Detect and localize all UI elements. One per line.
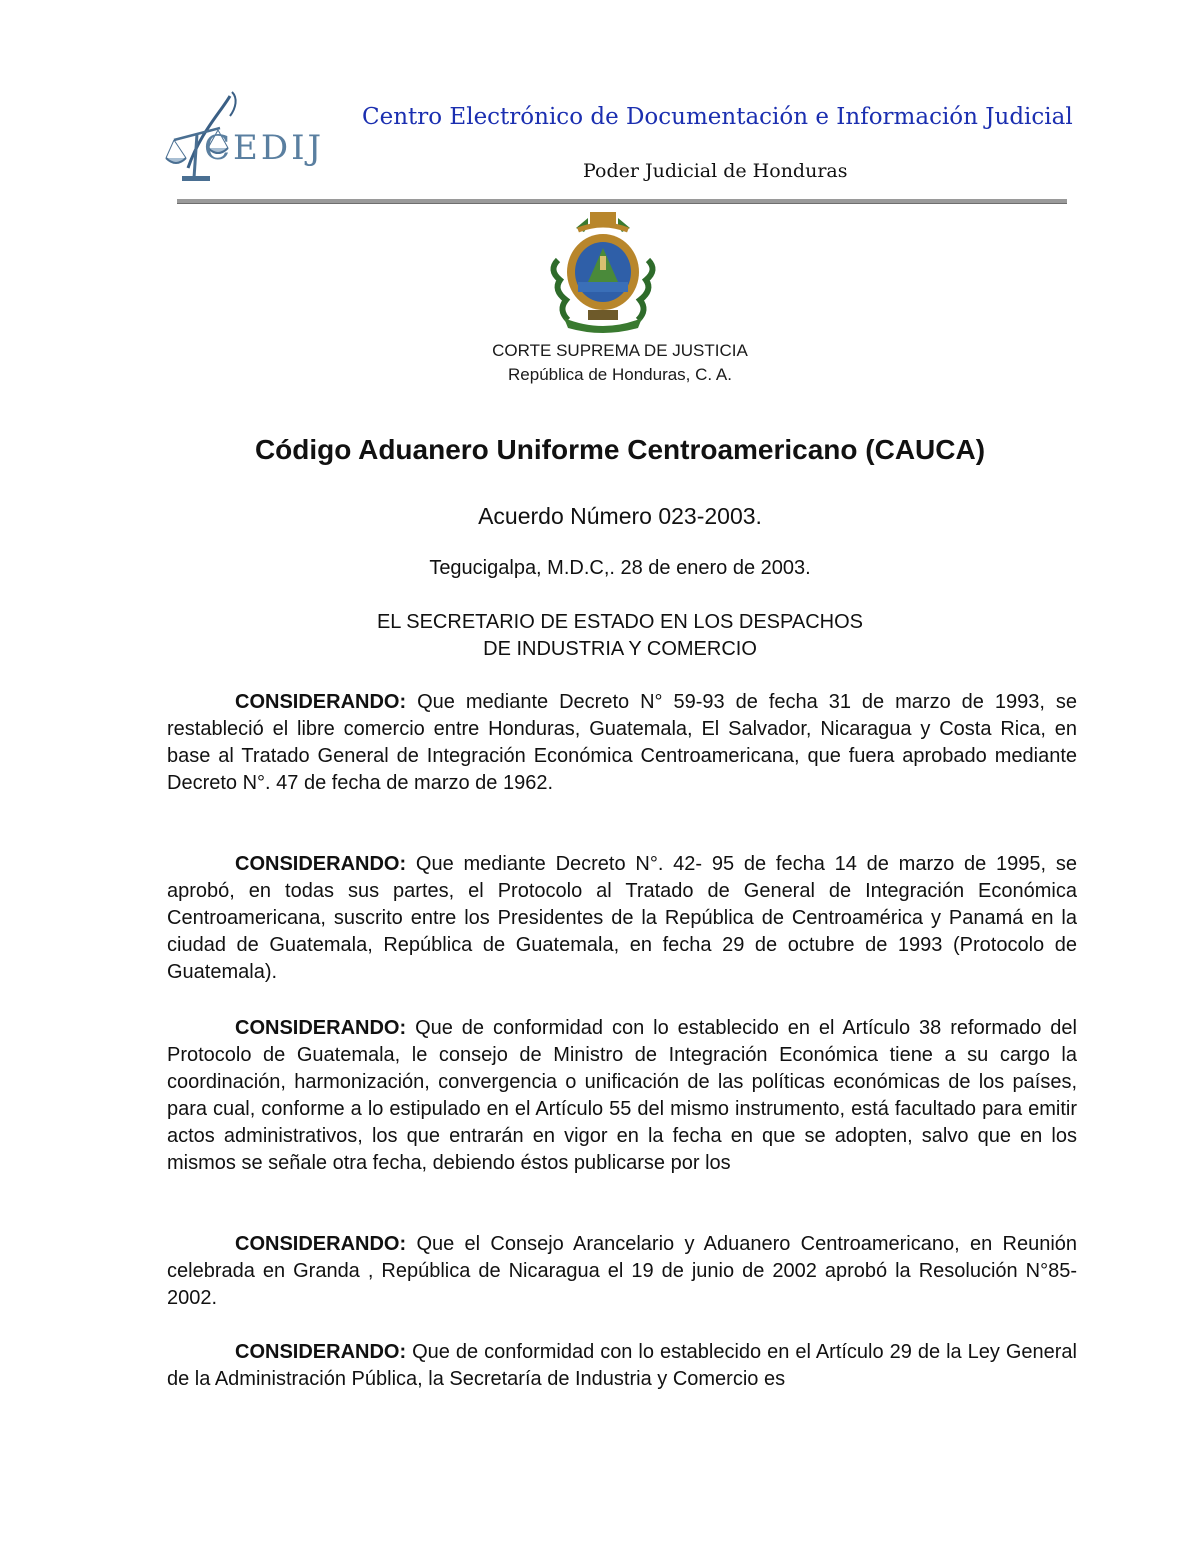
issuing-authority [0,609,1200,663]
considerando-paragraph [167,689,1077,797]
coat-of-arms-icon [548,210,658,335]
paragraph-text: Que el Consejo Arancelario y Aduanero Centroamericano, en Reunión celebrada en Granda , República de Nicaragua el 19 de junio de 2002 aprobó la Resolución N°85-2002. [167,1233,1078,1309]
court-country: República de Honduras, C. A. [508,365,732,384]
paragraph-keyword: CONSIDERANDO: [235,1233,407,1255]
court-name: CORTE SUPREMA DE JUSTICIA [492,341,748,360]
judicial-branch-name: Poder Judicial de Honduras [583,160,848,182]
issuer-line-2: DE INDUSTRIA Y COMERCIO [483,638,757,660]
header-divider [177,199,1067,204]
paragraph-text: Que de conformidad con lo establecido en el Artículo 38 reformado del Protocolo de Guatemala, le consejo de Ministro de Integración Económica tiene a su cargo la coordinación, harmonización, convergencia o unificación de las políticas económicas de los países, para cual, conforme a lo estipulado en el Artículo 55 del mismo instrumento, está facultado para emitir actos administrativos, los que entrarán en vigor en la fecha en que se adopten, salvo que en los mismos se señale otra fecha, debiendo éstos publicarse por los [167,1017,1077,1174]
paragraph-keyword: CONSIDERANDO: [235,1341,407,1363]
paragraph-text: Que mediante Decreto N°. 42- 95 de fecha 14 de marzo de 1995, se aprobó, en todas sus partes, el Protocolo al Tratado de General de Integración Económica Centroamericana, suscrito entre los Presidentes de la República de Centroamérica y Panamá en la ciudad de Guatemala, República de Guatemala, en fecha 29 de octubre de 1993 (Protocolo de Guatemala). [167,853,1077,983]
paragraph-text: Que mediante Decreto N° 59-93 de fecha 31 de marzo de 1993, se restableció el libre comercio entre Honduras, Guatemala, El Salvador, Nicaragua y Costa Rica, en base al Tratado General de Integración Económica Centroamericana, que fuera aprobado mediante Decreto N°. 47 de fecha de marzo de 1962. [167,691,1077,794]
paragraph-keyword: CONSIDERANDO: [235,1017,407,1039]
considerando-paragraph [167,1339,1077,1393]
issuer-line-1: EL SECRETARIO DE ESTADO EN LOS DESPACHOS [376,611,864,633]
paragraph-keyword: CONSIDERANDO: [235,691,407,713]
logo-text: CEDIJ [204,128,325,168]
considerando-paragraph [167,1231,1077,1312]
coat-of-arms [548,210,658,335]
place-and-date: Tegucigalpa, M.D.C,. 28 de enero de 2003. [429,557,811,579]
paragraph-text: Que de conformidad con lo establecido en el Artículo 29 de la Ley General de la Administración Pública, la Secretaría de Industria y Comercio es [167,1341,1078,1390]
institution-name: Centro Electrónico de Documentación e Información Judicial [362,104,1073,130]
paragraph-keyword: CONSIDERANDO: [235,853,407,875]
document-title: Código Aduanero Uniforme Centroamericano (CAUCA) [254,434,986,465]
considerando-paragraph [167,1015,1077,1177]
considerando-paragraph [167,851,1077,986]
agreement-number: Acuerdo Número 023-2003. [478,503,762,529]
